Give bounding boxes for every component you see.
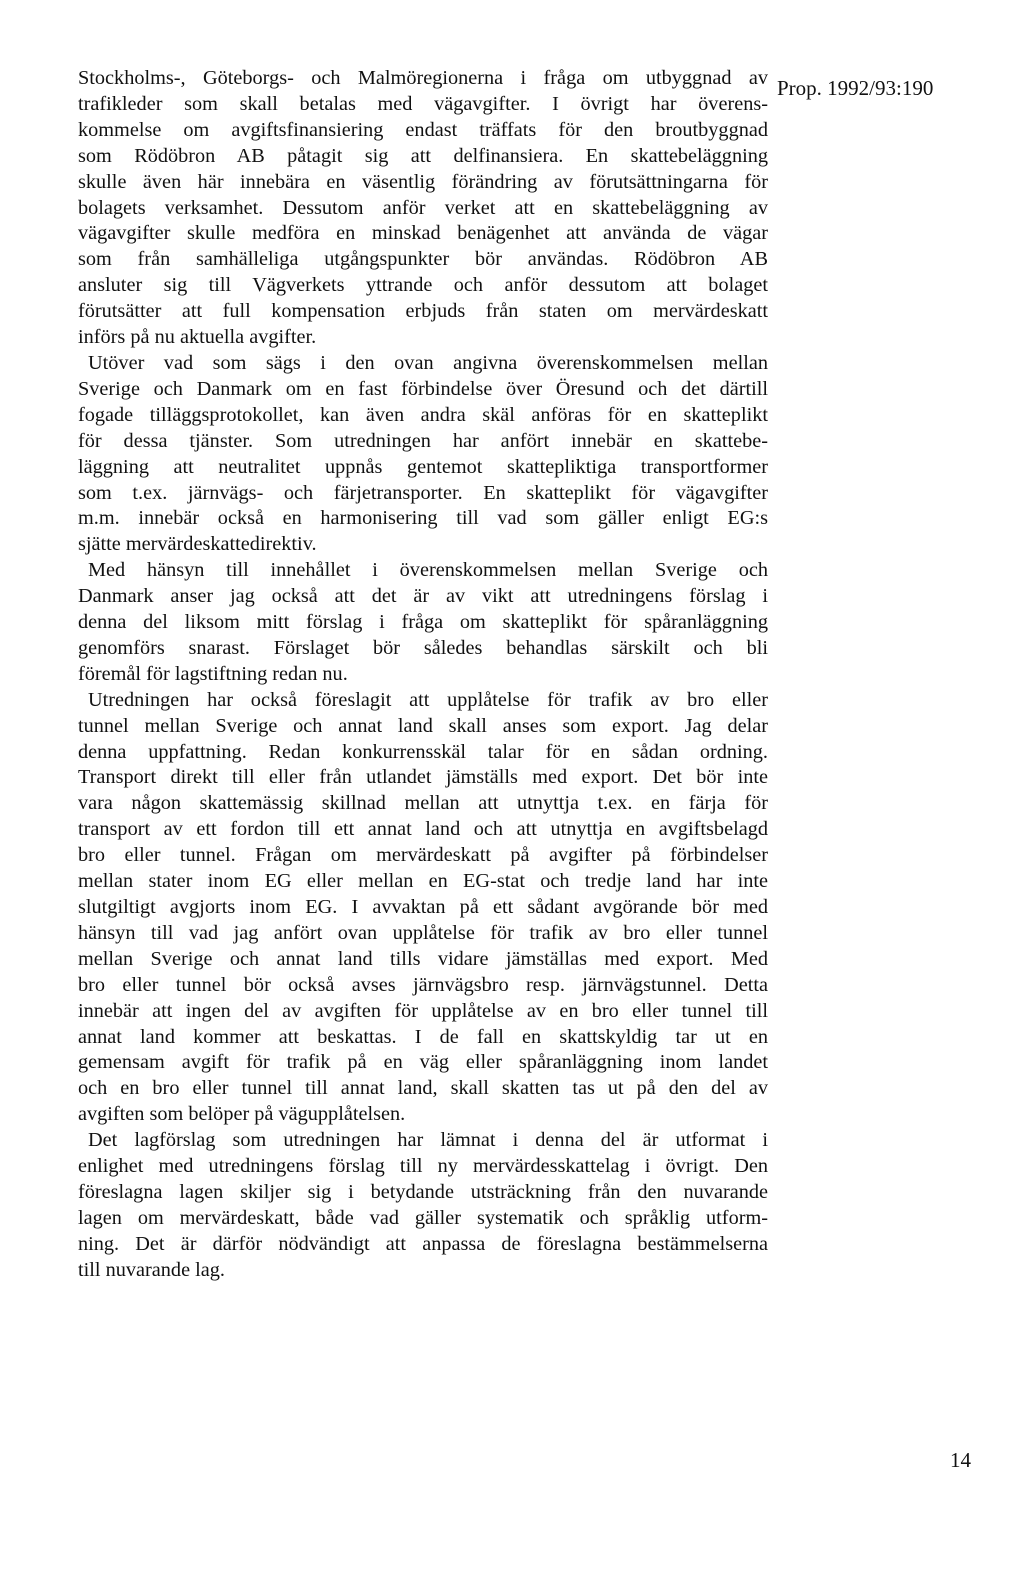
text-line: för dessa tjänster. Som utredningen har anfört innebär en skattebe- [78, 429, 768, 452]
text-line: läggning att neutralitet uppnås gentemot skattepliktiga transportformer [78, 455, 768, 478]
text-line: som Rödöbron AB påtagit sig att delfinansiera. En skattebeläggning [78, 144, 768, 167]
text-line: Det lagförslag som utredningen har lämnat i denna del är utformat i [88, 1129, 768, 1152]
text-line: vägavgifter skulle medföra en minskad benägenhet att använda de vägar [78, 222, 768, 245]
text-line: skulle även här innebära en väsentlig förändring av förutsättningarna för [78, 170, 768, 193]
text-line: Utredningen har också föreslagit att upplåtelse för trafik av bro eller [88, 688, 768, 711]
text-line: avgiften som belöper på vägupplåtelsen. [78, 1103, 406, 1126]
text-line: gemensam avgift för trafik på en väg eller spåranläggning inom landet [78, 1051, 768, 1074]
text-line: ning. Det är därför nödvändigt att anpassa de föreslagna bestämmelserna [78, 1232, 768, 1255]
text-line: sjätte mervärdeskattedirektiv. [78, 533, 317, 556]
text-line: mellan Sverige och annat land tills vidare jämställas med export. Med [78, 947, 768, 970]
text-line: Utöver vad som sägs i den ovan angivna överenskommelsen mellan [88, 351, 768, 374]
text-line: som t.ex. järnvägs- och färjetransporter. En skatteplikt för vägavgifter [78, 481, 768, 504]
text-line: transport av ett fordon till ett annat land och att utnyttja en avgiftsbelagd [78, 818, 768, 841]
paragraph-4 [78, 688, 768, 1128]
text-line: innebär att ingen del av avgiften för upplåtelse av en bro eller tunnel till [78, 999, 768, 1022]
text-line: m.m. innebär också en harmonisering till vad som gäller enligt EG:s [78, 507, 768, 530]
paragraph-3 [78, 558, 768, 688]
text-line: ansluter sig till Vägverkets yttrande och anför dessutom att bolaget [78, 274, 768, 297]
paragraph-5 [78, 1128, 768, 1283]
text-line: trafikleder som skall betalas med vägavgifter. I övrigt har överens- [78, 92, 768, 115]
text-line: som från samhälleliga utgångspunkter bör användas. Rödöbron AB [78, 248, 768, 271]
text-line: lagen om mervärdeskatt, både vad gäller systematik och språklig utform- [78, 1206, 768, 1229]
text-line: Stockholms-, Göteborgs- och Malmöregionerna i fråga om utbyggnad av [78, 67, 768, 89]
proposition-reference: Prop. 1992/93:190 [777, 76, 934, 100]
text-line: annat land kommer att beskattas. I de fall en skattskyldig tar ut en [78, 1025, 768, 1048]
text-line: tunnel mellan Sverige och annat land skall anses som export. Jag delar [78, 714, 768, 737]
text-line: förutsätter att full kompensation erbjuds från staten om mervärdeskatt [78, 300, 768, 323]
text-line: Danmark anser jag också att det är av vikt att utredningens förslag i [78, 585, 768, 608]
paragraph-2 [78, 351, 768, 558]
body-text [78, 66, 768, 1284]
text-line: föremål för lagstiftning redan nu. [78, 662, 348, 685]
text-line: denna uppfattning. Redan konkurrensskäl talar för en sådan ordning. [78, 740, 768, 763]
text-line: hänsyn till vad jag anfört ovan upplåtelse för trafik av bro eller tunnel [78, 921, 768, 944]
text-line: genomförs snarast. Förslaget bör således behandlas särskilt och bli [78, 636, 768, 659]
text-line: Sverige och Danmark om en fast förbindelse över Öresund och det därtill [78, 377, 768, 400]
text-line: och en bro eller tunnel till annat land, skall skatten tas ut på den del av [78, 1077, 768, 1100]
text-line: till nuvarande lag. [78, 1258, 225, 1281]
text-line: Med hänsyn till innehållet i överenskommelsen mellan Sverige och [88, 559, 768, 582]
text-line: fogade tilläggsprotokollet, kan även andra skäl anföras för en skatteplikt [78, 403, 768, 426]
text-line: denna del liksom mitt förslag i fråga om skatteplikt för spåranläggning [78, 611, 768, 634]
text-line: införs på nu aktuella avgifter. [78, 326, 317, 349]
text-line: bro eller tunnel bör också avses järnvägsbro resp. järnvägstunnel. Detta [78, 973, 768, 996]
text-line: kommelse om avgiftsfinansiering endast träffats för den broutbyggnad [78, 118, 768, 141]
text-line: bro eller tunnel. Frågan om mervärdeskatt på avgifter på förbindelser [78, 844, 768, 867]
text-line: föreslagna lagen skiljer sig i betydande utsträckning från den nuvarande [78, 1180, 768, 1203]
text-line: enlighet med utredningens förslag till ny mervärdesskattelag i övrigt. Den [78, 1155, 768, 1178]
page-number: 14 [950, 1448, 971, 1472]
text-line: mellan stater inom EG eller mellan en EG-stat och tredje land har inte [78, 870, 768, 893]
text-line: vara någon skattemässig skillnad mellan att utnyttja t.ex. en färja för [78, 792, 768, 815]
text-line: bolagets verksamhet. Dessutom anför verket att en skattebeläggning av [78, 196, 768, 219]
text-line: slutgiltigt avgjorts inom EG. I avvaktan på ett sådant avgörande bör med [78, 896, 768, 918]
paragraph-1 [78, 66, 768, 351]
text-line: Transport direkt till eller från utlandet jämställs med export. Det bör inte [78, 766, 768, 789]
